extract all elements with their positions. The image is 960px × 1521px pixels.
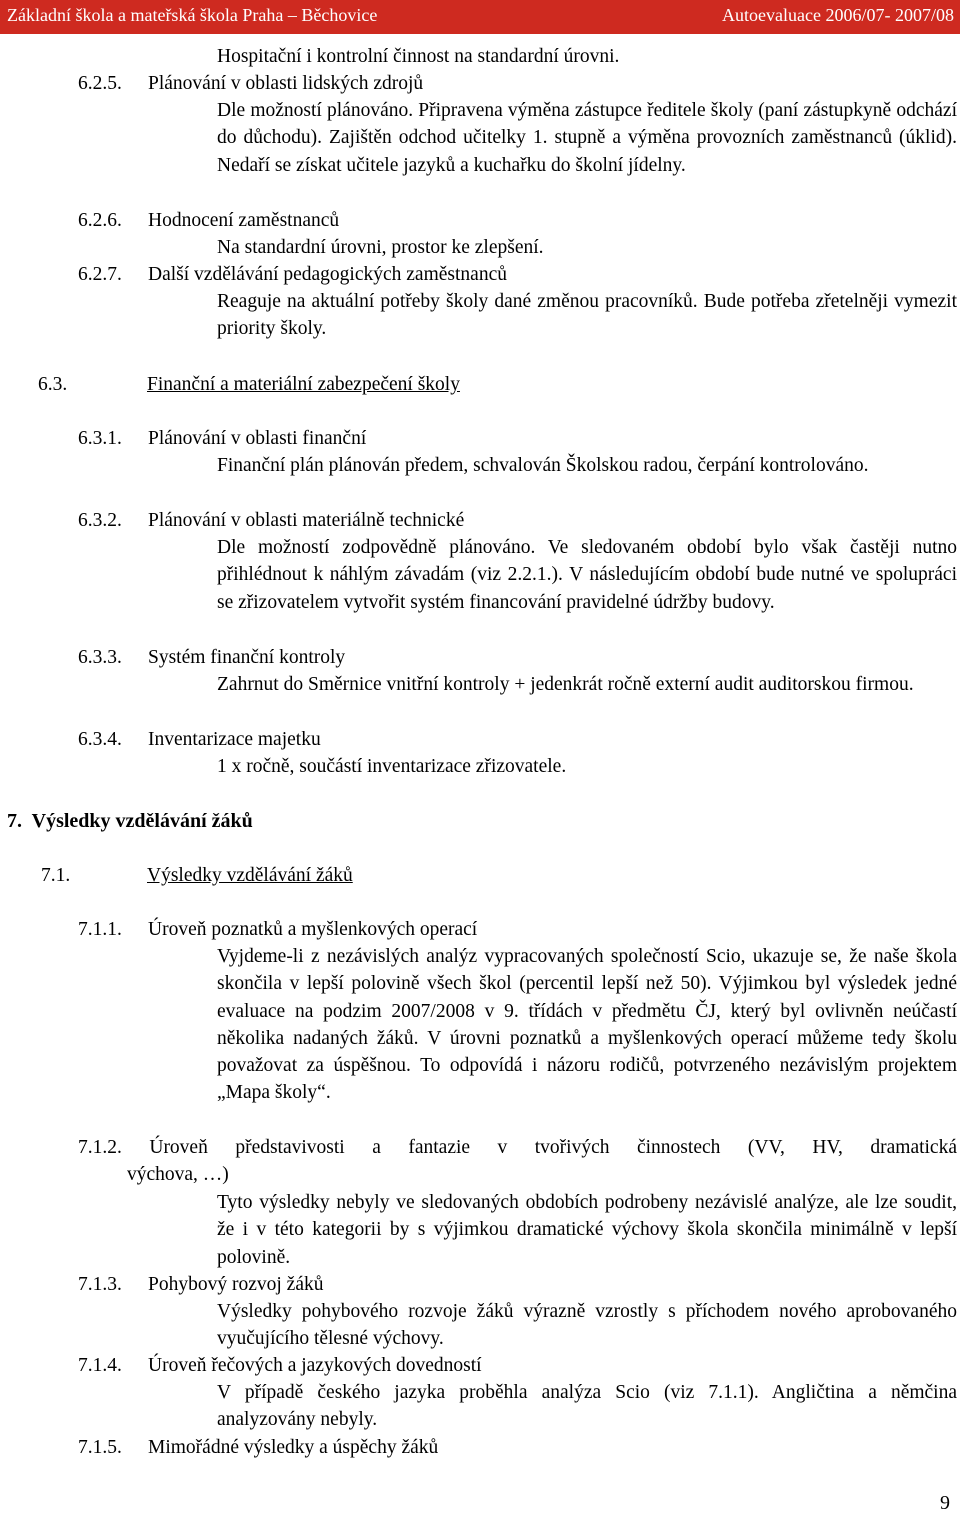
section-text-6-3-4: 1 x ročně, součástí inventarizace zřizovatele. — [217, 756, 567, 777]
section-number-6-2-7: 6.2.7. — [78, 264, 122, 285]
section-text-7-1-1: Vyjdeme-li z nezávislých analýz vypracovaných společností Scio, ukazuje se, že naše škola skončila v lepší polovině všech škol (percentil lepší než 50). Výjimkou byl výsledek jedné evaluace na podzim 2007/2008 v 9. třídách v předmětu ČJ, který byl ovlivněn neúčastí několika nadaných žáků. V úrovni poznatků a myšlenkových operací můžeme tedy školu považovat za úspěšnou. To odpovídá i názoru rodičů, potvrzeného nezávislým projektem „Mapa školy“. — [217, 946, 957, 1104]
section-title-7-1: Výsledky vzdělávání žáků — [147, 865, 353, 886]
section-number-6-3-3: 6.3.3. — [78, 647, 122, 668]
section-number-6-3-4: 6.3.4. — [78, 729, 122, 750]
paragraph-hospitacni: Hospitační i kontrolní činnost na standardní úrovni. — [217, 46, 620, 67]
section-text-6-3-1: Finanční plán plánován předem, schvalován Školskou radou, čerpání kontrolováno. — [217, 455, 869, 476]
section-title-6-3-4: Inventarizace majetku — [148, 729, 321, 750]
section-title-6-2-7: Další vzdělávání pedagogických zaměstnanců — [148, 264, 507, 285]
section-number-6-3-1: 6.3.1. — [78, 428, 122, 449]
section-number-6-2-6: 6.2.6. — [78, 210, 122, 231]
section-number-7-1-3: 7.1.3. — [78, 1274, 122, 1295]
section-title-7-1-1: Úroveň poznatků a myšlenkových operací — [148, 919, 478, 940]
section-title-6-3-3: Systém finanční kontroly — [148, 647, 346, 668]
section-text-6-2-5: Dle možností plánováno. Připravena výměna zástupce ředitele školy (paní zástupkyně odchází do důchodu). Zajištěn odchod učitelky 1. stupně a výměna provozních zaměstnanců (úklid). Nedaří se získat učitele jazyků a kuchařku do školní jídelny. — [217, 100, 957, 176]
section-text-6-2-6: Na standardní úrovni, prostor ke zlepšení. — [217, 237, 544, 258]
section-title-6-3: Finanční a materiální zabezpečení školy — [147, 374, 460, 395]
section-text-7-1-3: Výsledky pohybového rozvoje žáků výrazně vzrostly s příchodem nového aprobovaného vyučujícího tělesné výchovy. — [217, 1301, 957, 1350]
section-number-6-3: 6.3. — [38, 374, 68, 395]
section-title-6-2-5: Plánování v oblasti lidských zdrojů — [148, 73, 424, 94]
page-number: 9 — [940, 1492, 950, 1514]
section-number-7-1-1: 7.1.1. — [78, 919, 122, 940]
header-document-title: Autoevaluace 2006/07- 2007/08 — [722, 5, 954, 25]
section-title-7-1-4: Úroveň řečových a jazykových dovedností — [148, 1355, 482, 1376]
section-title-6-3-2: Plánování v oblasti materiálně technické — [148, 510, 465, 531]
section-title-7-1-3: Pohybový rozvoj žáků — [148, 1274, 324, 1295]
section-text-6-3-2: Dle možností zodpovědně plánováno. Ve sledovaném období bylo však častěji nutno přihlédnout k náhlým závadám (viz 2.2.1.). V následujícím období bude nutné ve spolupráci se zřizovatelem vytvořit systém financování pravidelné údržby budovy. — [217, 537, 957, 613]
page-header — [0, 0, 960, 34]
section-text-7-1-4: V případě českého jazyka proběhla analýza Scio (viz 7.1.1). Angličtina a němčina analyzovány nebyly. — [217, 1382, 957, 1431]
section-title-7-1-2: 7.1.2. Úroveň představivosti a fantazie v tvořivých činnostech (VV, HV, dramatická — [78, 1137, 957, 1158]
section-text-6-3-3: Zahrnut do Směrnice vnitřní kontroly + jedenkrát ročně externí audit auditorskou firmou. — [217, 674, 914, 695]
section-title-6-3-1: Plánování v oblasti finanční — [148, 428, 367, 449]
section-text-7-1-2: Tyto výsledky nebyly ve sledovaných obdobích podrobeny nezávislé analýze, ale lze soudit, že i v této kategorii by s výjimkou dramatické výchovy škola skončila minimálně v lepší polovině. — [217, 1192, 957, 1268]
section-number-7-1-4: 7.1.4. — [78, 1355, 122, 1376]
section-title-7-1-5: Mimořádné výsledky a úspěchy žáků — [148, 1437, 439, 1458]
section-number-6-3-2: 6.3.2. — [78, 510, 122, 531]
chapter-title-7: 7. Výsledky vzdělávání žáků — [7, 810, 253, 832]
header-school-name: Základní škola a mateřská škola Praha – Běchovice — [7, 5, 378, 25]
section-number-6-2-5: 6.2.5. — [78, 73, 122, 94]
section-number-7-1-5: 7.1.5. — [78, 1437, 122, 1458]
section-text-6-2-7: Reaguje na aktuální potřeby školy dané změnou pracovníků. Bude potřeba zřetelněji vymezit priority školy. — [217, 291, 957, 340]
section-number-7-1: 7.1. — [41, 865, 71, 886]
section-title-6-2-6: Hodnocení zaměstnanců — [148, 210, 340, 231]
section-title-7-1-2-continued: výchova, …) — [127, 1164, 229, 1185]
